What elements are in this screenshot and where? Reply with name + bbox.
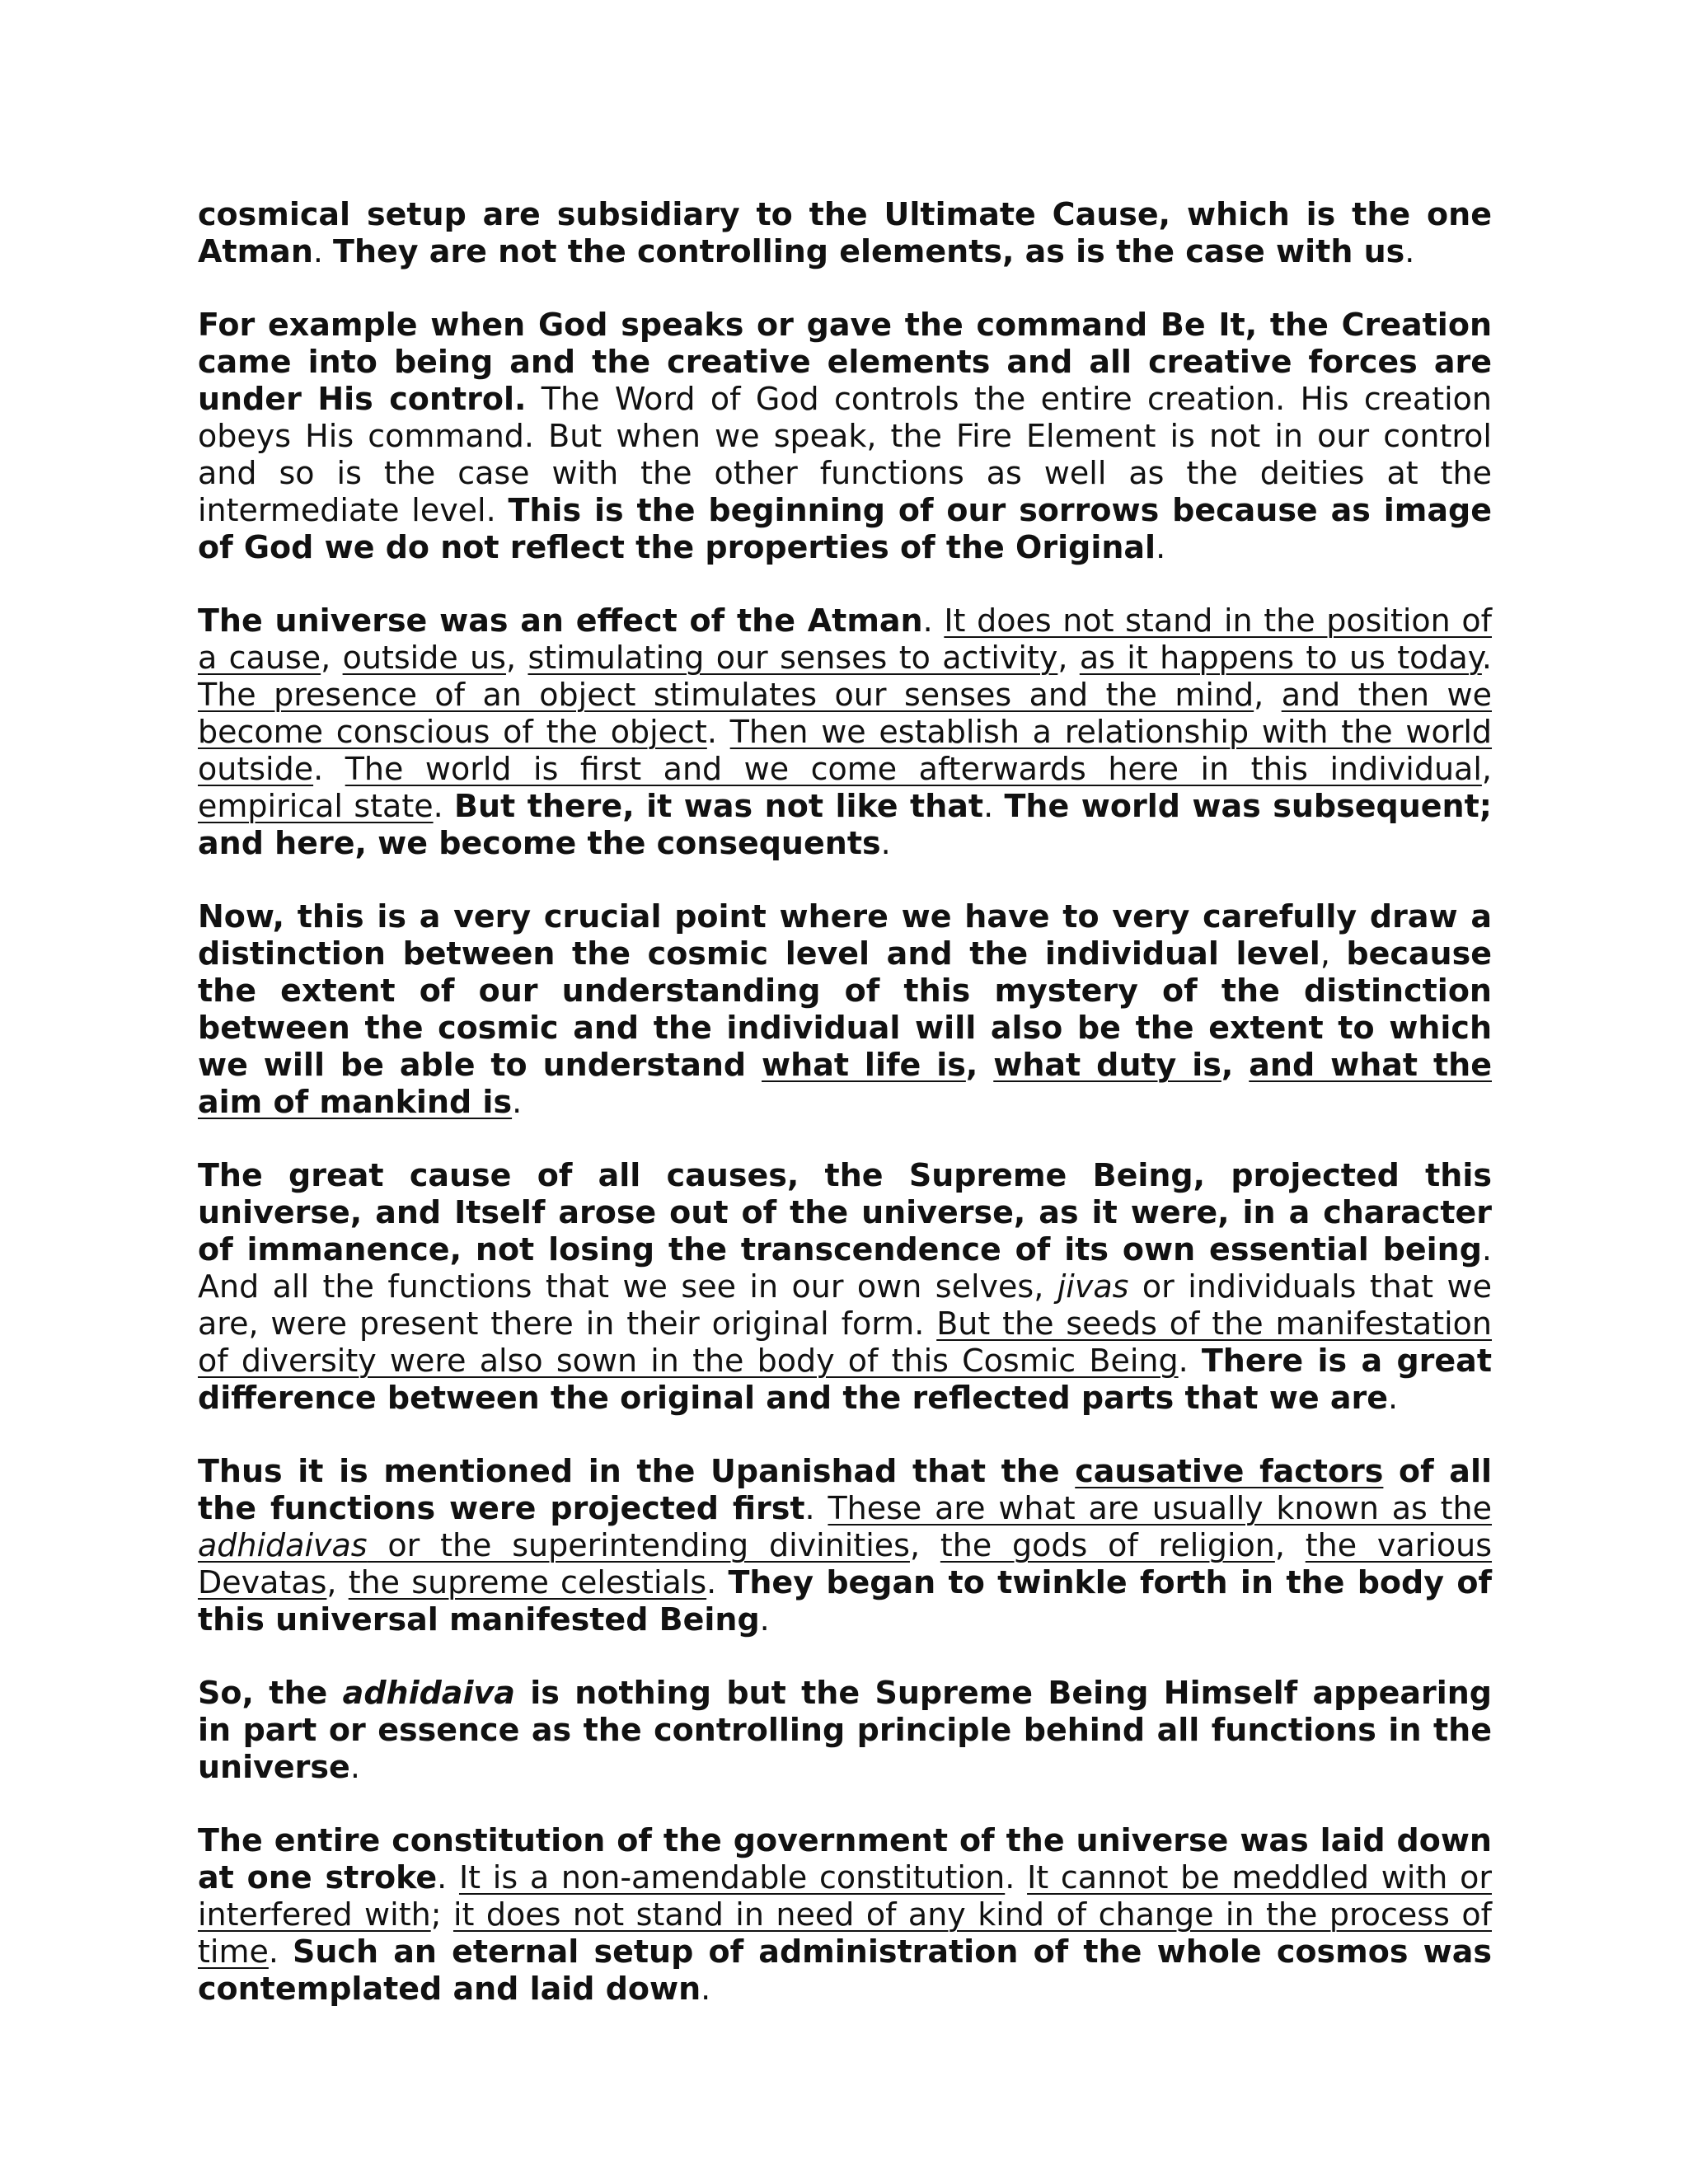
text-run: adhidaiva (342, 1675, 515, 1711)
text-run: , (1057, 640, 1080, 676)
paragraph-8 (198, 1822, 1492, 2008)
text-run: . (512, 1084, 523, 1120)
text-run: . (268, 1933, 293, 1970)
text-run: empirical state (198, 788, 434, 824)
text-run: . (706, 1564, 729, 1601)
text-run: . (804, 1490, 828, 1526)
text-run: It is a non-amendable constitution (458, 1859, 1006, 1896)
text-run: There is a great difference between the original and the reflected parts that we are (198, 1343, 1492, 1416)
text-run: or the superintending divinities (367, 1527, 910, 1563)
paragraph-1 (198, 196, 1492, 270)
text-run: , (321, 640, 343, 676)
text-run: . (983, 788, 1005, 824)
paragraph-5 (198, 1157, 1492, 1417)
text-run: . (433, 788, 455, 824)
text-run: The entire constitution of the government of the universe was laid down at one stroke (198, 1822, 1492, 1896)
text-run: . (922, 602, 945, 639)
text-run: . (1481, 640, 1492, 676)
text-run: , (1481, 751, 1492, 787)
text-run: what duty is (993, 1047, 1221, 1083)
text-run: . (1005, 1859, 1028, 1896)
text-run: It cannot be meddled with or interfered with (198, 1859, 1492, 1933)
text-run: , (1254, 677, 1282, 713)
text-run: what life is (762, 1047, 966, 1083)
text-run: The great cause of all causes, the Supreme Being, projected this universe, and Itself arose out of the universe, as it were, in a character of immanence, not losing the transcendence of its own essential being (198, 1157, 1492, 1268)
text-run: . (312, 233, 334, 269)
text-run: because the extent of our understanding of this mystery of the distinction between the cosmic and the individual will also be the extent to which we will be able to understand (198, 935, 1492, 1083)
text-run: is nothing but the Supreme Being Himself appearing in part or essence as the controlling principle behind all functions in the universe (198, 1675, 1493, 1785)
text-run: Such an eternal setup of administration of the whole cosmos was contemplated and laid down (198, 1933, 1492, 2007)
paragraph-2 (198, 307, 1492, 566)
text-run: . (349, 1749, 360, 1785)
text-run: stimulating our senses to activity (528, 640, 1058, 676)
text-run: adhidaivas (198, 1527, 368, 1563)
text-run: The world is first and we come afterwards here in this individual (345, 751, 1482, 787)
text-run: So, the (198, 1675, 343, 1711)
text-run: , (1320, 935, 1347, 972)
document-page (198, 196, 1492, 2008)
text-run: it does not stand in need of any kind of change in the process of time (198, 1896, 1492, 1970)
text-run: . (313, 751, 345, 787)
text-run: , (909, 1527, 940, 1563)
text-run: . (706, 714, 730, 750)
paragraph-4 (198, 898, 1492, 1121)
text-run: Now, this is a very crucial point where we have to very carefully draw a distinction between the cosmic level and the individual level (198, 898, 1492, 972)
text-run: For example when God speaks or gave the command Be It, the Creation came into being and the creative elements and all creative forces are under His control. (198, 307, 1492, 417)
text-run: , (505, 640, 528, 676)
text-run: But there, it was not like that (454, 788, 984, 824)
text-run: the supreme celestials (348, 1564, 707, 1601)
text-run: and what the aim of mankind is (198, 1047, 1492, 1120)
text-run: They began to twinkle forth in the body of this universal manifested Being (198, 1564, 1492, 1638)
text-run: as it happens to us today (1079, 640, 1482, 676)
text-run: or individuals that we are, were present there in their original form. (198, 1268, 1492, 1342)
text-run: These are what are usually known as the (828, 1490, 1492, 1526)
text-run: The Word of God controls the entire creation. His creation obeys His command. But when we speak, the Fire Element is not in our control and so is the case with the other functions as well as the deities at the intermediate level. (198, 381, 1492, 528)
text-run: The universe was an effect of the Atman (198, 602, 923, 639)
text-run: the various Devatas (198, 1527, 1492, 1601)
text-run: Then we establish a relationship with the world outside (198, 714, 1493, 787)
text-run: The world was subsequent; and here, we become the consequents (198, 788, 1492, 861)
paragraph-3 (198, 602, 1492, 862)
text-run: . (880, 825, 891, 861)
text-run: , (1221, 1047, 1250, 1083)
text-run: , (326, 1564, 349, 1601)
text-run: . (1156, 529, 1166, 565)
text-run: This is the beginning of our sorrows because as image of God we do not reflect the properties of the Original (198, 492, 1492, 565)
text-run: jivas (1057, 1268, 1129, 1305)
text-run: . (759, 1601, 770, 1638)
text-run: , (965, 1047, 994, 1083)
text-run: and then we become conscious of the object (198, 677, 1492, 750)
text-run: . (1178, 1343, 1202, 1379)
text-run: the gods of religion (940, 1527, 1275, 1563)
text-run: , (1274, 1527, 1306, 1563)
text-run: But the seeds of the manifestation of diversity were also sown in the body of this Cosmic Being (198, 1305, 1493, 1379)
text-run: . (1388, 1380, 1399, 1416)
text-run: . And all the functions that we see in our own selves, (198, 1231, 1492, 1305)
text-run: . (1404, 233, 1415, 269)
text-run: cosmical setup are subsidiary to the Ultimate Cause, which is the one Atman (198, 196, 1492, 269)
text-run: Thus it is mentioned in the Upanishad that the (198, 1453, 1076, 1489)
text-run: It does not stand in the position of a cause (198, 602, 1492, 676)
text-run: causative factors (1075, 1453, 1384, 1489)
paragraph-7 (198, 1675, 1492, 1786)
text-run: . (701, 1971, 711, 2007)
text-run: They are not the controlling elements, as is the case with us (333, 233, 1405, 269)
text-run: The presence of an object stimulates our senses and the mind (198, 677, 1254, 713)
text-run: . (437, 1859, 459, 1896)
text-run: of all the functions were projected first (198, 1453, 1492, 1526)
paragraph-6 (198, 1453, 1492, 1638)
text-run: ; (430, 1896, 453, 1933)
text-run: outside us (342, 640, 506, 676)
